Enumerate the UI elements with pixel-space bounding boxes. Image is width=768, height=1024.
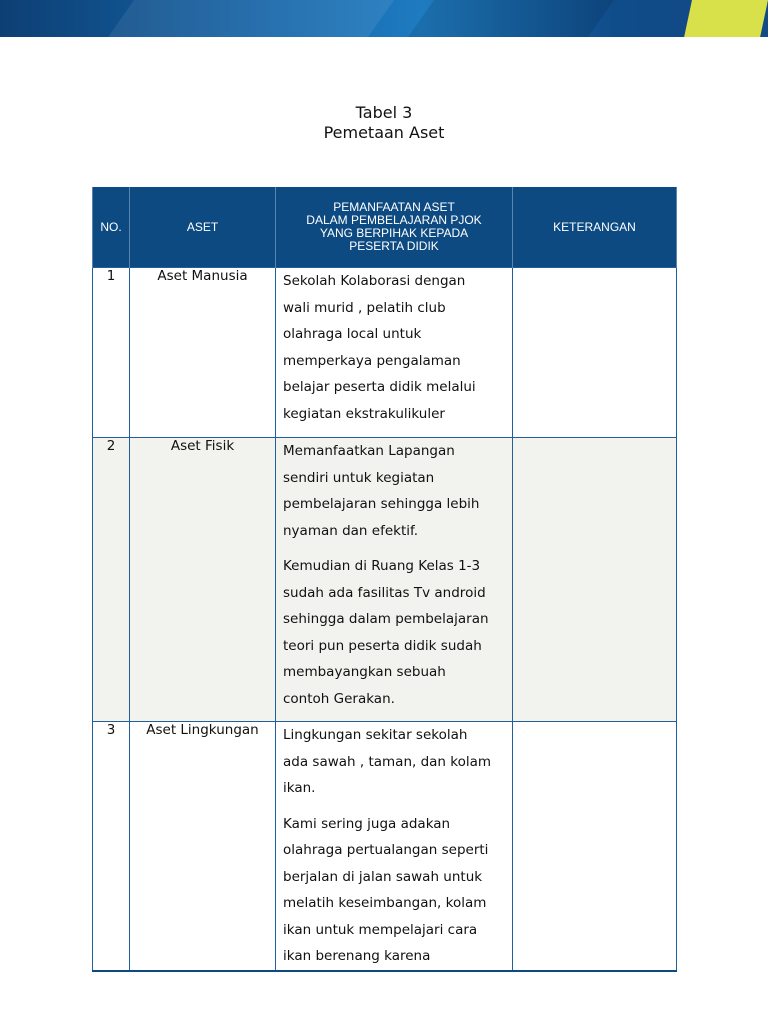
table-row bbox=[93, 722, 677, 971]
description-line: Memanfaatkan Lapangan bbox=[283, 443, 455, 459]
description-line: kegiatan ekstrakulikuler bbox=[283, 405, 445, 422]
description-line: wali murid , pelatih club bbox=[283, 299, 446, 316]
description-line: Kami sering juga adakan bbox=[283, 815, 451, 832]
table-row bbox=[93, 438, 677, 722]
description-paragraph bbox=[283, 722, 506, 802]
header-keterangan: KETERANGAN bbox=[513, 187, 677, 268]
row-number: 1 bbox=[93, 268, 130, 438]
description-line: ikan. bbox=[283, 780, 316, 796]
description-line: pembelajaran sehingga lebih bbox=[283, 496, 480, 512]
description-paragraph bbox=[283, 268, 506, 427]
banner-accent bbox=[684, 0, 768, 37]
description-line: nyaman dan efektif. bbox=[283, 522, 419, 539]
description-line: Lingkungan sekitar sekolah bbox=[283, 727, 468, 743]
row-number: 3 bbox=[93, 722, 130, 971]
description-line: ikan berenang karena bbox=[283, 948, 431, 964]
header-pemanfaatan-line: PESERTA DIDIK bbox=[349, 239, 439, 253]
description-line: melatih keseimbangan, kolam bbox=[283, 895, 487, 911]
description-line: teori pun peserta didik sudah bbox=[283, 637, 482, 654]
description-line: Sekolah Kolaborasi dengan bbox=[283, 273, 466, 289]
description-line: sudah ada fasilitas Tv android bbox=[283, 584, 486, 601]
description-line: Kemudian di Ruang Kelas 1-3 bbox=[283, 558, 481, 574]
table-header-row bbox=[93, 187, 677, 268]
row-asset: Aset Manusia bbox=[130, 268, 276, 438]
banner-stripe bbox=[92, 0, 408, 37]
asset-mapping-table bbox=[92, 187, 677, 972]
row-note bbox=[513, 722, 677, 971]
header-no: NO. bbox=[93, 187, 130, 268]
header-pemanfaatan-line: YANG BERPIHAK KEPADA bbox=[319, 226, 469, 240]
table-number: Tabel 3 bbox=[355, 103, 413, 122]
description-line: belajar peserta didik melalui bbox=[283, 379, 476, 395]
description-paragraph bbox=[283, 553, 506, 712]
row-asset: Aset Lingkungan bbox=[130, 722, 276, 971]
table-caption: Pemetaan Aset bbox=[323, 123, 445, 142]
row-description bbox=[276, 722, 513, 971]
description-line: ikan untuk mempelajari cara bbox=[283, 921, 478, 938]
header-pemanfaatan-line: DALAM PEMBELAJARAN PJOK bbox=[306, 213, 482, 227]
description-line: olahraga local untuk bbox=[283, 326, 422, 342]
row-description bbox=[276, 438, 513, 722]
description-paragraph bbox=[283, 438, 506, 544]
header-pemanfaatan-line: PEMANFAATAN ASET bbox=[333, 200, 455, 214]
description-line: olahraga pertualangan seperti bbox=[283, 842, 489, 858]
description-line: sehingga dalam pembelajaran bbox=[283, 611, 489, 627]
row-note bbox=[513, 438, 677, 722]
description-line: sendiri untuk kegiatan bbox=[283, 469, 435, 486]
row-note bbox=[513, 268, 677, 438]
top-banner bbox=[0, 0, 768, 37]
description-paragraph bbox=[283, 811, 506, 970]
description-line: contoh Gerakan. bbox=[283, 690, 395, 707]
banner-stripe bbox=[392, 0, 628, 37]
row-description bbox=[276, 268, 513, 438]
header-aset: ASET bbox=[130, 187, 276, 268]
table-title bbox=[0, 103, 768, 143]
description-line: memperkaya pengalaman bbox=[283, 352, 461, 369]
description-line: membayangkan sebuah bbox=[283, 664, 446, 680]
table-row bbox=[93, 268, 677, 438]
header-pemanfaatan bbox=[276, 187, 513, 268]
row-asset: Aset Fisik bbox=[130, 438, 276, 722]
description-line: ada sawah , taman, dan kolam bbox=[283, 753, 492, 770]
description-line: berjalan di jalan sawah untuk bbox=[283, 868, 483, 885]
row-number: 2 bbox=[93, 438, 130, 722]
